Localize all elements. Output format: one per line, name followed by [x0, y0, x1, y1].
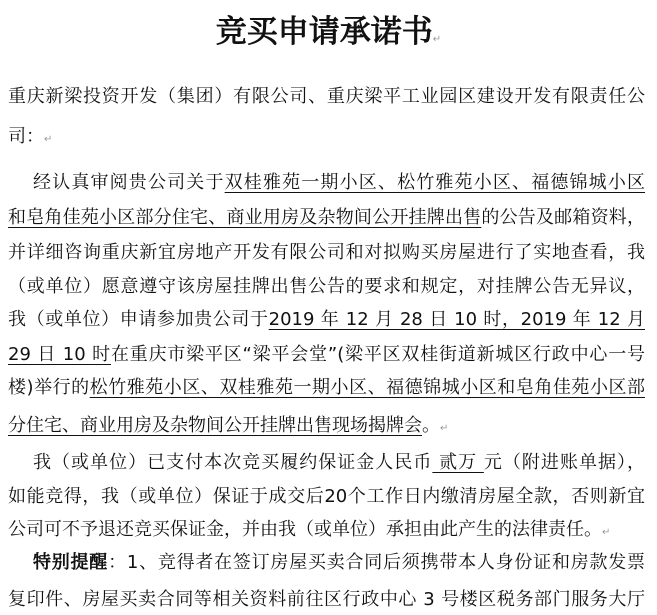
- paragraph-mark-icon: ↵: [440, 423, 449, 434]
- paragraph-mark-icon: ↵: [44, 134, 53, 145]
- underlined-text: 和皂角佳苑小区部分住宅、商业用房及杂物间公开挂牌出售: [8, 207, 482, 228]
- bold-text: 特别提醒: [33, 552, 109, 573]
- text-line: [8, 306, 645, 334]
- text-segment: （或单位）愿意遵守该房屋挂牌出售公告的要求和规定，对挂牌公告无异议，: [8, 276, 645, 297]
- text-segment: ：1、竞得者在签订房屋买卖合同后须携带本人身份证和房款发票: [108, 552, 646, 573]
- text-segment: 公司可不予退还竞买保证金，并由我（或单位）承担由此产生的法律责任。: [8, 519, 602, 540]
- title-text: 竞买申请承诺书: [215, 14, 433, 50]
- text-line: [8, 204, 645, 232]
- text-line: [8, 239, 645, 267]
- text-line: [8, 273, 645, 301]
- text-line: [8, 374, 645, 402]
- text-line: [8, 341, 645, 369]
- document-title: [0, 12, 657, 60]
- underlined-text: 贰万: [432, 452, 484, 473]
- text-segment: 。: [422, 415, 440, 436]
- text-segment: 经认真审阅贵公司关于: [33, 172, 225, 193]
- text-segment: 并详细咨询重庆新宜房地产开发有限公司和对拟购买房屋进行了实地查看，我: [8, 242, 645, 263]
- paragraph-mark-icon: ↵: [602, 527, 611, 538]
- text-segment: 在重庆市梁平区“梁平会堂”(梁平区双桂街道新城区行政中心一号: [110, 344, 645, 365]
- text-segment: 我（或单位）申请参加贵公司于: [8, 309, 269, 330]
- text-line: [8, 412, 645, 443]
- underlined-text: 2019 年 12 月 28 日 10 时，2019 年 12 月: [268, 309, 645, 330]
- text-line: [8, 586, 645, 614]
- underlined-text: 29 日 10 时: [8, 344, 111, 365]
- text-segment: 如能竞得，我（或单位）保证于成交后20个工作日内缴清房屋全款，否则新宜: [8, 486, 645, 507]
- underlined-text: 分住宅、商业用房及杂物间公开挂牌出售现场揭牌会: [8, 415, 422, 436]
- text-line: [33, 169, 645, 197]
- paragraph-mark-icon: ↵: [432, 34, 442, 45]
- text-line: [8, 123, 645, 154]
- text-segment: 的公告及邮箱资料，: [481, 207, 646, 228]
- underlined-text: 松竹雅苑小区、双桂雅苑一期小区、福德锦城小区和皂角佳苑小区部: [89, 377, 645, 398]
- text-line: [8, 483, 645, 511]
- text-segment: 复印件、房屋买卖合同等相关资料前往区行政中心 3 号楼区税务部门服务大厅: [8, 589, 645, 610]
- text-line: [8, 83, 645, 111]
- underlined-text: 双桂雅苑一期小区、松竹雅苑小区、福德锦城小区: [224, 172, 646, 193]
- text-line: [8, 516, 645, 547]
- text-segment: 司：: [8, 126, 44, 147]
- text-segment: 元（附进账单据），: [483, 452, 646, 473]
- text-segment: 我（或单位）已支付本次竞买履约保证金人民币: [33, 452, 433, 473]
- text-segment: 楼)举行的: [8, 377, 90, 398]
- text-segment: 重庆新梁投资开发（集团）有限公司、重庆梁平工业园区建设开发有限责任公: [8, 86, 645, 107]
- text-line: [33, 549, 645, 577]
- text-line: [33, 449, 645, 477]
